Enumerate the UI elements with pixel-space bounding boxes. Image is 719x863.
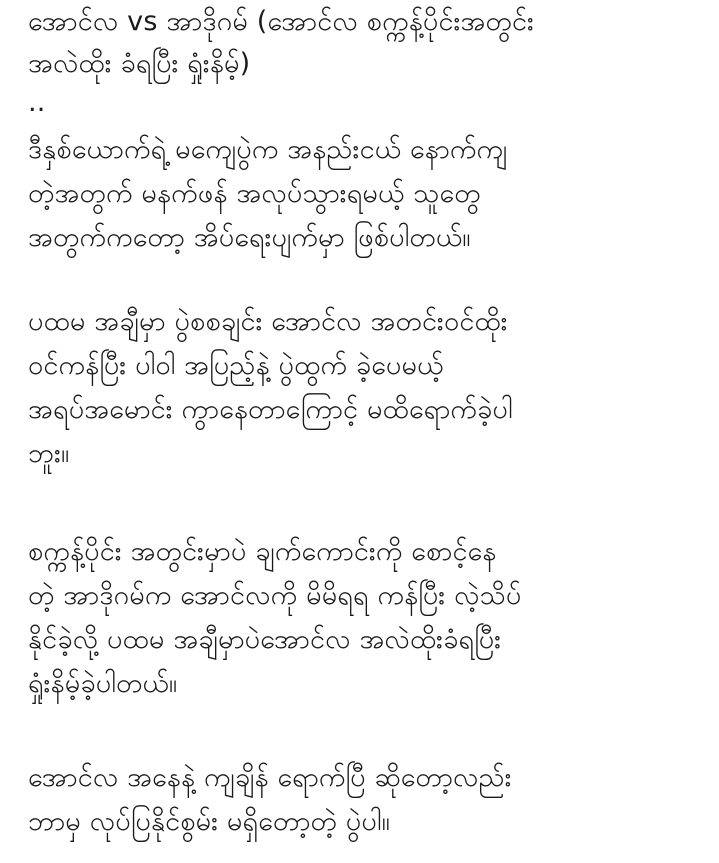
paragraph-1-line-3: အတွက်ကတော့ အိပ်ရေးပျက်မှာ ဖြစ်ပါတယ်။ [28, 222, 471, 253]
paragraph-1-line-1: ဒီနှစ်ယောက်ရဲ့ မကျေပွဲက အနည်းငယ် နောက်ကျ [28, 134, 508, 165]
paragraph-2-line-3: အရပ်အမောင်း ကွာနေတာကြောင့် မထိရောက်ခဲ့ပါ [28, 394, 513, 425]
article-title-line-1: အောင်လ vs အာဒိုဂမ် (အောင်လ စက္ကန့်ပိုင်းအတွင်း [28, 6, 535, 37]
paragraph-2-line-2: ဝင်ကန်ပြီး ပါဝါ အပြည့်နဲ့ ပွဲထွက် ခဲ့ပေမယ့် [28, 350, 444, 381]
paragraph-3-line-1: စက္ကန့်ပိုင်း အတွင်းမှာပဲ ချက်ကောင်းကို စောင့်နေ [28, 536, 497, 567]
paragraph-3-line-2: တဲ့ အာဒိုဂမ်က အောင်လကို မိမိရရ ကန်ပြီး လဲ့သိပ် [28, 580, 522, 611]
article-title-line-2: အလဲထိုး ခံရပြီး ရှုံးနိမ့်) [28, 48, 251, 79]
paragraph-1-line-2: တဲ့အတွက် မနက်ဖန် အလုပ်သွားရမယ့် သူတွေ [28, 178, 481, 209]
paragraph-2-line-1: ပထမ အချီမှာ ပွဲစစချင်း အောင်လ အတင်းဝင်ထိုး [28, 306, 508, 337]
separator-dots: .. [28, 88, 46, 118]
paragraph-2-line-4: ဘူး။ [28, 438, 70, 469]
paragraph-4-line-2: ဘာမှ လုပ်ပြနိုင်စွမ်း မရှိတော့တဲ့ ပွဲပါ။ [28, 806, 391, 837]
paragraph-3-line-4: ရှုံးနိမ့်ခဲ့ပါတယ်။ [28, 668, 178, 699]
paragraph-3-line-3: နိုင်ခဲ့လို့ ပထမ အချီမှာပဲအောင်လ အလဲထိုးခံရပြီး [28, 624, 502, 655]
paragraph-4-line-1: အောင်လ အနေနဲ့ ကျချိန် ရောက်ပြီ ဆိုတော့လည်း [28, 762, 512, 793]
